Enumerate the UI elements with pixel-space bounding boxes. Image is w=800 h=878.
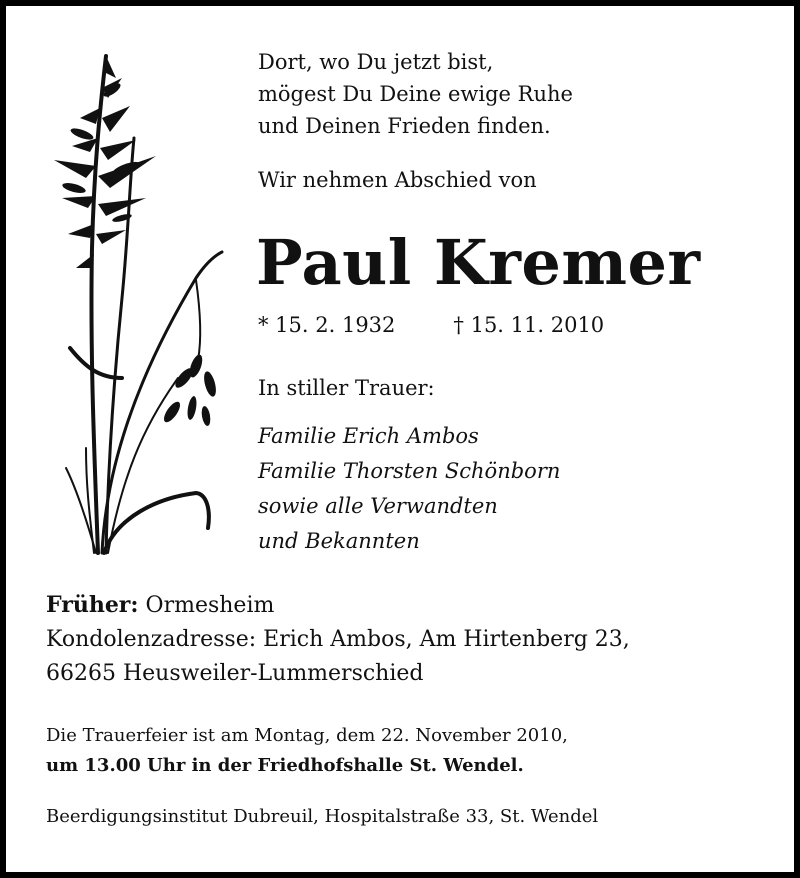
mourner-line: Familie Erich Ambos (258, 424, 479, 448)
birth-date: * 15. 2. 1932 (258, 313, 396, 337)
address-block (46, 588, 630, 691)
ceremony-date: Die Trauerfeier ist am Montag, dem 22. November 2010, (46, 725, 568, 746)
farewell-line: Wir nehmen Abschied von (258, 168, 537, 192)
verse (258, 46, 573, 142)
condolence-city: 66265 Heusweiler-Lummerschied (46, 661, 424, 686)
origin-label: Früher: (46, 592, 139, 618)
grass-icon (46, 48, 236, 558)
obituary-card (6, 6, 794, 872)
mourners-list (258, 419, 560, 559)
condolence-address: Kondolenzadresse: Erich Ambos, Am Hirtenberg 23, (46, 627, 630, 652)
ceremony-info (46, 721, 568, 781)
death-date: † 15. 11. 2010 (453, 313, 605, 337)
deceased-name: Paul Kremer (256, 226, 701, 299)
verse-line: und Deinen Frieden finden. (258, 114, 551, 138)
mourner-line: Familie Thorsten Schönborn (258, 459, 561, 483)
verse-line: Dort, wo Du jetzt bist, (258, 50, 494, 74)
verse-line: mögest Du Deine ewige Ruhe (258, 82, 573, 106)
origin-line (46, 588, 630, 623)
life-dates (258, 313, 604, 337)
ceremony-time-place: um 13.00 Uhr in der Friedhofshalle St. Wendel. (46, 755, 524, 776)
origin-value: Ormesheim (145, 593, 275, 618)
mourner-line: sowie alle Verwandten (258, 494, 498, 518)
undertaker-line: Beerdigungsinstitut Dubreuil, Hospitalstraße 33, St. Wendel (46, 806, 599, 827)
grief-heading: In stiller Trauer: (258, 376, 435, 400)
mourner-line: und Bekannten (258, 529, 420, 553)
